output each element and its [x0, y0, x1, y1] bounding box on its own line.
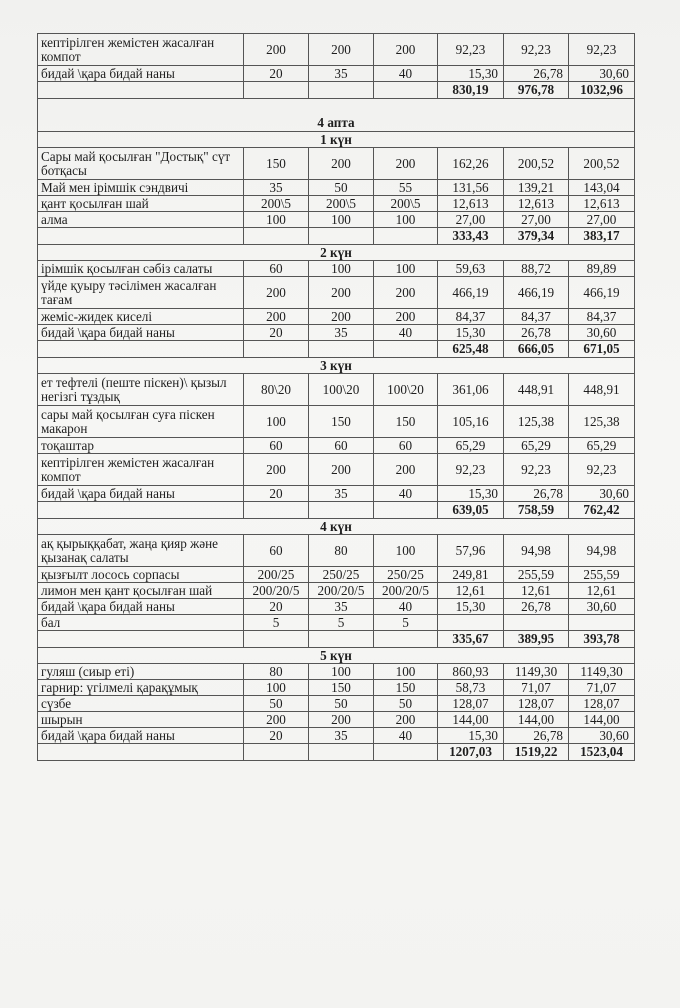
day-title: 5 күн	[38, 648, 635, 664]
dish-name: үйде қуыру тәсілімен жасалған тағам	[38, 277, 244, 309]
portion-1: 35	[244, 180, 309, 196]
portion-2: 200	[309, 277, 374, 309]
price-2: 125,38	[504, 406, 569, 438]
price-2: 255,59	[504, 567, 569, 583]
price-2: 27,00	[504, 212, 569, 228]
table-row	[38, 34, 635, 66]
dish-name: бидай \қара бидай наны	[38, 66, 244, 82]
portion-1: 200	[244, 712, 309, 728]
price-3: 92,23	[569, 454, 635, 486]
empty-cell	[38, 502, 244, 519]
price-3: 143,04	[569, 180, 635, 196]
dish-name: алма	[38, 212, 244, 228]
price-1: 15,30	[438, 728, 504, 744]
dish-name: сүзбе	[38, 696, 244, 712]
dish-name: ірімшік қосылған сәбіз салаты	[38, 261, 244, 277]
empty-cell	[374, 82, 438, 99]
price-3: 27,00	[569, 212, 635, 228]
portion-3: 200	[374, 148, 438, 180]
price-2: 92,23	[504, 454, 569, 486]
total-2: 666,05	[504, 341, 569, 358]
price-1: 15,30	[438, 66, 504, 82]
price-2: 84,37	[504, 309, 569, 325]
price-1: 15,30	[438, 486, 504, 502]
portion-2: 250/25	[309, 567, 374, 583]
total-row	[38, 228, 635, 245]
price-2: 466,19	[504, 277, 569, 309]
total-1: 335,67	[438, 631, 504, 648]
total-1: 1207,03	[438, 744, 504, 761]
dish-name: гуляш (сиыр еті)	[38, 664, 244, 680]
empty-cell	[38, 341, 244, 358]
portion-2: 100\20	[309, 374, 374, 406]
portion-1: 80	[244, 664, 309, 680]
dish-name: қант қосылған шай	[38, 196, 244, 212]
price-2: 65,29	[504, 438, 569, 454]
price-1: 92,23	[438, 454, 504, 486]
dish-name: Май мен ірімшік сэндвичі	[38, 180, 244, 196]
price-1: 65,29	[438, 438, 504, 454]
portion-1: 100	[244, 680, 309, 696]
price-3: 30,60	[569, 66, 635, 82]
portion-2: 200	[309, 712, 374, 728]
empty-cell	[309, 744, 374, 761]
empty-cell	[244, 341, 309, 358]
price-3: 12,61	[569, 583, 635, 599]
price-1	[438, 615, 504, 631]
portion-1: 50	[244, 696, 309, 712]
table-row	[38, 664, 635, 680]
table-row	[38, 567, 635, 583]
portion-2: 200	[309, 34, 374, 66]
portion-1: 100	[244, 212, 309, 228]
portion-2: 100	[309, 664, 374, 680]
empty-cell	[38, 744, 244, 761]
portion-1: 200	[244, 277, 309, 309]
price-2: 139,21	[504, 180, 569, 196]
portion-3: 40	[374, 325, 438, 341]
price-2: 26,78	[504, 728, 569, 744]
day-header	[38, 358, 635, 374]
price-3: 92,23	[569, 34, 635, 66]
day-title: 3 күн	[38, 358, 635, 374]
portion-3: 50	[374, 696, 438, 712]
table-row	[38, 535, 635, 567]
portion-3: 100	[374, 664, 438, 680]
table-row	[38, 261, 635, 277]
dish-name: ет тефтелі (пеште піскен)\ қызыл негізгі тұздық	[38, 374, 244, 406]
portion-1: 60	[244, 261, 309, 277]
price-2: 12,61	[504, 583, 569, 599]
portion-1: 200	[244, 454, 309, 486]
dish-name: қызғылт лосось сорпасы	[38, 567, 244, 583]
price-3: 466,19	[569, 277, 635, 309]
week-header	[38, 99, 635, 132]
table-row	[38, 406, 635, 438]
table-row	[38, 615, 635, 631]
day-title: 2 күн	[38, 245, 635, 261]
price-2: 26,78	[504, 599, 569, 615]
portion-3: 100	[374, 261, 438, 277]
table-row	[38, 728, 635, 744]
dish-name: Сары май қосылған "Достық" сүт ботқасы	[38, 148, 244, 180]
price-2: 144,00	[504, 712, 569, 728]
portion-2: 50	[309, 696, 374, 712]
price-3: 200,52	[569, 148, 635, 180]
price-3: 65,29	[569, 438, 635, 454]
price-3: 448,91	[569, 374, 635, 406]
price-3: 1149,30	[569, 664, 635, 680]
empty-cell	[244, 502, 309, 519]
empty-cell	[244, 82, 309, 99]
table-row	[38, 325, 635, 341]
table-row	[38, 486, 635, 502]
price-3: 144,00	[569, 712, 635, 728]
price-2: 448,91	[504, 374, 569, 406]
price-2: 94,98	[504, 535, 569, 567]
dish-name: бидай \қара бидай наны	[38, 325, 244, 341]
price-1: 162,26	[438, 148, 504, 180]
total-2: 1519,22	[504, 744, 569, 761]
portion-1: 20	[244, 66, 309, 82]
empty-cell	[374, 341, 438, 358]
day-title: 1 күн	[38, 132, 635, 148]
empty-cell	[244, 631, 309, 648]
empty-cell	[38, 228, 244, 245]
portion-3: 100	[374, 212, 438, 228]
portion-1: 60	[244, 535, 309, 567]
portion-2: 35	[309, 66, 374, 82]
day-header	[38, 245, 635, 261]
price-3: 128,07	[569, 696, 635, 712]
price-3: 12,613	[569, 196, 635, 212]
empty-cell	[38, 631, 244, 648]
price-2: 1149,30	[504, 664, 569, 680]
portion-2: 100	[309, 261, 374, 277]
portion-1: 100	[244, 406, 309, 438]
portion-1: 200/20/5	[244, 583, 309, 599]
portion-3: 200/20/5	[374, 583, 438, 599]
portion-3: 200	[374, 277, 438, 309]
portion-2: 35	[309, 728, 374, 744]
total-3: 1523,04	[569, 744, 635, 761]
empty-cell	[309, 502, 374, 519]
portion-2: 5	[309, 615, 374, 631]
price-2: 26,78	[504, 325, 569, 341]
table-row	[38, 454, 635, 486]
total-2: 389,95	[504, 631, 569, 648]
empty-cell	[309, 341, 374, 358]
empty-cell	[309, 82, 374, 99]
empty-cell	[374, 228, 438, 245]
table-row	[38, 148, 635, 180]
empty-cell	[374, 631, 438, 648]
price-1: 57,96	[438, 535, 504, 567]
table-row	[38, 212, 635, 228]
portion-3: 40	[374, 486, 438, 502]
dish-name: лимон мен қант қосылған шай	[38, 583, 244, 599]
empty-cell	[374, 502, 438, 519]
price-3: 30,60	[569, 325, 635, 341]
day-title: 4 күн	[38, 519, 635, 535]
total-3: 1032,96	[569, 82, 635, 99]
table-row	[38, 680, 635, 696]
portion-3: 200	[374, 712, 438, 728]
table-row	[38, 712, 635, 728]
dish-name: шырын	[38, 712, 244, 728]
price-2	[504, 615, 569, 631]
price-2: 12,613	[504, 196, 569, 212]
total-row	[38, 82, 635, 99]
portion-1: 80\20	[244, 374, 309, 406]
portion-1: 20	[244, 728, 309, 744]
price-2: 88,72	[504, 261, 569, 277]
price-2: 92,23	[504, 34, 569, 66]
price-3: 30,60	[569, 486, 635, 502]
portion-1: 60	[244, 438, 309, 454]
portion-2: 200	[309, 148, 374, 180]
price-3	[569, 615, 635, 631]
price-1: 15,30	[438, 599, 504, 615]
table-row	[38, 196, 635, 212]
price-1: 58,73	[438, 680, 504, 696]
price-3: 255,59	[569, 567, 635, 583]
portion-3: 40	[374, 66, 438, 82]
dish-name: ақ қырыққабат, жаңа қияр және қызанақ салаты	[38, 535, 244, 567]
portion-2: 200\5	[309, 196, 374, 212]
empty-cell	[309, 228, 374, 245]
portion-3: 100\20	[374, 374, 438, 406]
portion-2: 60	[309, 438, 374, 454]
day-header	[38, 132, 635, 148]
price-1: 15,30	[438, 325, 504, 341]
price-1: 105,16	[438, 406, 504, 438]
price-2: 71,07	[504, 680, 569, 696]
day-header	[38, 648, 635, 664]
price-1: 860,93	[438, 664, 504, 680]
portion-3: 250/25	[374, 567, 438, 583]
portion-3: 200	[374, 34, 438, 66]
table-row	[38, 696, 635, 712]
price-1: 466,19	[438, 277, 504, 309]
portion-1: 20	[244, 486, 309, 502]
price-1: 144,00	[438, 712, 504, 728]
portion-1: 200	[244, 309, 309, 325]
dish-name: бидай \қара бидай наны	[38, 599, 244, 615]
portion-3: 5	[374, 615, 438, 631]
dish-name: кептірілген жемістен жасалған компот	[38, 454, 244, 486]
price-2: 26,78	[504, 486, 569, 502]
total-1: 625,48	[438, 341, 504, 358]
dish-name: сары май қосылған суға піскен макарон	[38, 406, 244, 438]
total-2: 379,34	[504, 228, 569, 245]
total-row	[38, 341, 635, 358]
portion-2: 150	[309, 680, 374, 696]
portion-2: 50	[309, 180, 374, 196]
week-title: 4 апта	[38, 99, 635, 132]
dish-name: бидай \қара бидай наны	[38, 728, 244, 744]
price-3: 30,60	[569, 728, 635, 744]
total-row	[38, 744, 635, 761]
portion-1: 5	[244, 615, 309, 631]
price-1: 361,06	[438, 374, 504, 406]
table-row	[38, 438, 635, 454]
price-3: 94,98	[569, 535, 635, 567]
portion-1: 20	[244, 325, 309, 341]
table-row	[38, 599, 635, 615]
portion-3: 60	[374, 438, 438, 454]
dish-name: жеміс-жидек киселі	[38, 309, 244, 325]
portion-2: 200	[309, 454, 374, 486]
portion-2: 35	[309, 599, 374, 615]
price-1: 249,81	[438, 567, 504, 583]
portion-1: 150	[244, 148, 309, 180]
day-header	[38, 519, 635, 535]
portion-2: 200/20/5	[309, 583, 374, 599]
portion-1: 200\5	[244, 196, 309, 212]
total-2: 758,59	[504, 502, 569, 519]
table-row	[38, 374, 635, 406]
price-1: 92,23	[438, 34, 504, 66]
dish-name: гарнир: үгілмелі қарақұмық	[38, 680, 244, 696]
total-1: 639,05	[438, 502, 504, 519]
portion-2: 80	[309, 535, 374, 567]
portion-3: 150	[374, 406, 438, 438]
price-1: 12,613	[438, 196, 504, 212]
portion-1: 200	[244, 34, 309, 66]
price-3: 125,38	[569, 406, 635, 438]
portion-3: 55	[374, 180, 438, 196]
dish-name: бал	[38, 615, 244, 631]
total-3: 762,42	[569, 502, 635, 519]
portion-3: 200\5	[374, 196, 438, 212]
table-row	[38, 66, 635, 82]
total-row	[38, 502, 635, 519]
table-row	[38, 180, 635, 196]
portion-2: 200	[309, 309, 374, 325]
total-1: 333,43	[438, 228, 504, 245]
price-2: 128,07	[504, 696, 569, 712]
price-3: 30,60	[569, 599, 635, 615]
menu-table	[37, 33, 635, 761]
portion-3: 200	[374, 454, 438, 486]
empty-cell	[309, 631, 374, 648]
price-1: 27,00	[438, 212, 504, 228]
price-3: 71,07	[569, 680, 635, 696]
empty-cell	[374, 744, 438, 761]
portion-1: 200/25	[244, 567, 309, 583]
dish-name: бидай \қара бидай наны	[38, 486, 244, 502]
table-row	[38, 583, 635, 599]
total-2: 976,78	[504, 82, 569, 99]
price-2: 26,78	[504, 66, 569, 82]
total-row	[38, 631, 635, 648]
menu-table-body	[38, 34, 635, 761]
price-1: 59,63	[438, 261, 504, 277]
portion-3: 100	[374, 535, 438, 567]
table-row	[38, 277, 635, 309]
price-1: 128,07	[438, 696, 504, 712]
dish-name: тоқаштар	[38, 438, 244, 454]
price-3: 89,89	[569, 261, 635, 277]
price-1: 131,56	[438, 180, 504, 196]
portion-2: 35	[309, 325, 374, 341]
total-3: 671,05	[569, 341, 635, 358]
portion-3: 40	[374, 728, 438, 744]
empty-cell	[38, 82, 244, 99]
price-3: 84,37	[569, 309, 635, 325]
price-2: 200,52	[504, 148, 569, 180]
portion-3: 200	[374, 309, 438, 325]
total-1: 830,19	[438, 82, 504, 99]
empty-cell	[244, 228, 309, 245]
portion-2: 150	[309, 406, 374, 438]
portion-2: 35	[309, 486, 374, 502]
price-1: 12,61	[438, 583, 504, 599]
total-3: 393,78	[569, 631, 635, 648]
price-1: 84,37	[438, 309, 504, 325]
empty-cell	[244, 744, 309, 761]
table-row	[38, 309, 635, 325]
portion-3: 150	[374, 680, 438, 696]
dish-name: кептірілген жемістен жасалған компот	[38, 34, 244, 66]
portion-2: 100	[309, 212, 374, 228]
portion-1: 20	[244, 599, 309, 615]
portion-3: 40	[374, 599, 438, 615]
total-3: 383,17	[569, 228, 635, 245]
